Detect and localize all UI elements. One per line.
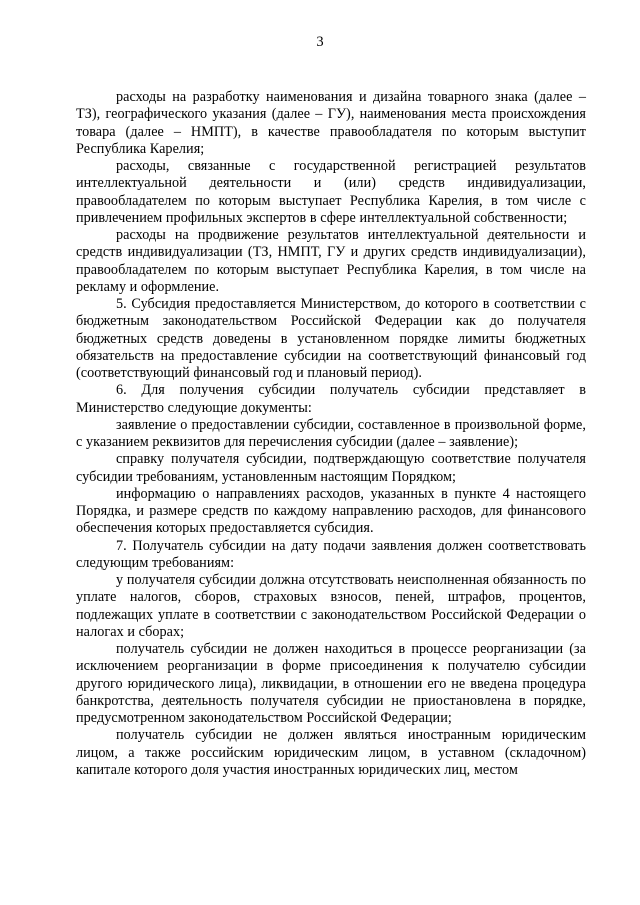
paragraph-clause-7: 7. Получатель субсидии на дату подачи заявления должен соответствовать следующим требованиям: bbox=[76, 537, 586, 571]
paragraph-expense-trademark-design: расходы на разработку наименования и дизайна товарного знака (далее – ТЗ), географического указания (далее – ГУ), наименования места происхождения товара (далее – НМПТ), в качестве правообладателя по которым выступит Республика Карелия; bbox=[76, 89, 586, 157]
document-body bbox=[76, 89, 586, 779]
paragraph-requirement-not-foreign: получатель субсидии не должен являться иностранным юридическим лицом, а также российским юридическим лицом, в уставном (складочном) капитале которого доля участия иностранных юридических лиц, местом bbox=[76, 727, 586, 778]
paragraph-clause-6: 6. Для получения субсидии получатель субсидии представляет в Министерство следующие документы: bbox=[76, 382, 586, 416]
paragraph-document-expense-info: информацию о направлениях расходов, указанных в пункте 4 настоящего Порядка, и размере средств по каждому направлению расходов, для финансового обеспечения которых предоставляется субсидия. bbox=[76, 485, 586, 537]
paragraph-document-certificate: справку получателя субсидии, подтверждающую соответствие получателя субсидии требованиям, установленным настоящим Порядком; bbox=[76, 451, 586, 485]
paragraph-document-application: заявление о предоставлении субсидии, составленное в произвольной форме, с указанием реквизитов для перечисления субсидии (далее – заявление); bbox=[76, 416, 586, 450]
paragraph-requirement-no-tax-debt: у получателя субсидии должна отсутствовать неисполненная обязанность по уплате налогов, сборов, страховых взносов, пеней, штрафов, процентов, подлежащих уплате в соответствии с законодательством Российской Федерации о налогах и сборах; bbox=[76, 572, 586, 640]
paragraph-expense-registration: расходы, связанные с государственной регистрацией результатов интеллектуальной деятельности и (или) средств индивидуализации, правообладателем по которым выступает Республика Карелия, в том числе с привлечением профильных экспертов в сфере интеллектуальной собственности; bbox=[76, 158, 586, 226]
paragraph-requirement-no-reorganization: получатель субсидии не должен находиться в процессе реорганизации (за исключением реорганизации в форме присоединения к получателю субсидии другого юридического лица), ликвидации, в отношении его не введена процедура банкротства, деятельность получателя субсидии не приостановлена в порядке, предусмотренном законодательством Российской Федерации; bbox=[76, 641, 586, 726]
paragraph-expense-promotion: расходы на продвижение результатов интеллектуальной деятельности и средств индивидуализации (ТЗ, НМПТ, ГУ и других средств индивидуализации), правообладателем по которым выступает Республика Карелия, в том числе на рекламу и оформление. bbox=[76, 227, 586, 295]
page-number: 3 bbox=[316, 34, 324, 50]
paragraph-clause-5: 5. Субсидия предоставляется Министерством, до которого в соответствии с бюджетным законодательством Российской Федерации как до получателя бюджетных средств доведены в установленном порядке лимиты бюджетных обязательств на предоставление субсидии на соответствующий финансовый год (соответствующий финансовый год и плановый период). bbox=[76, 296, 586, 381]
